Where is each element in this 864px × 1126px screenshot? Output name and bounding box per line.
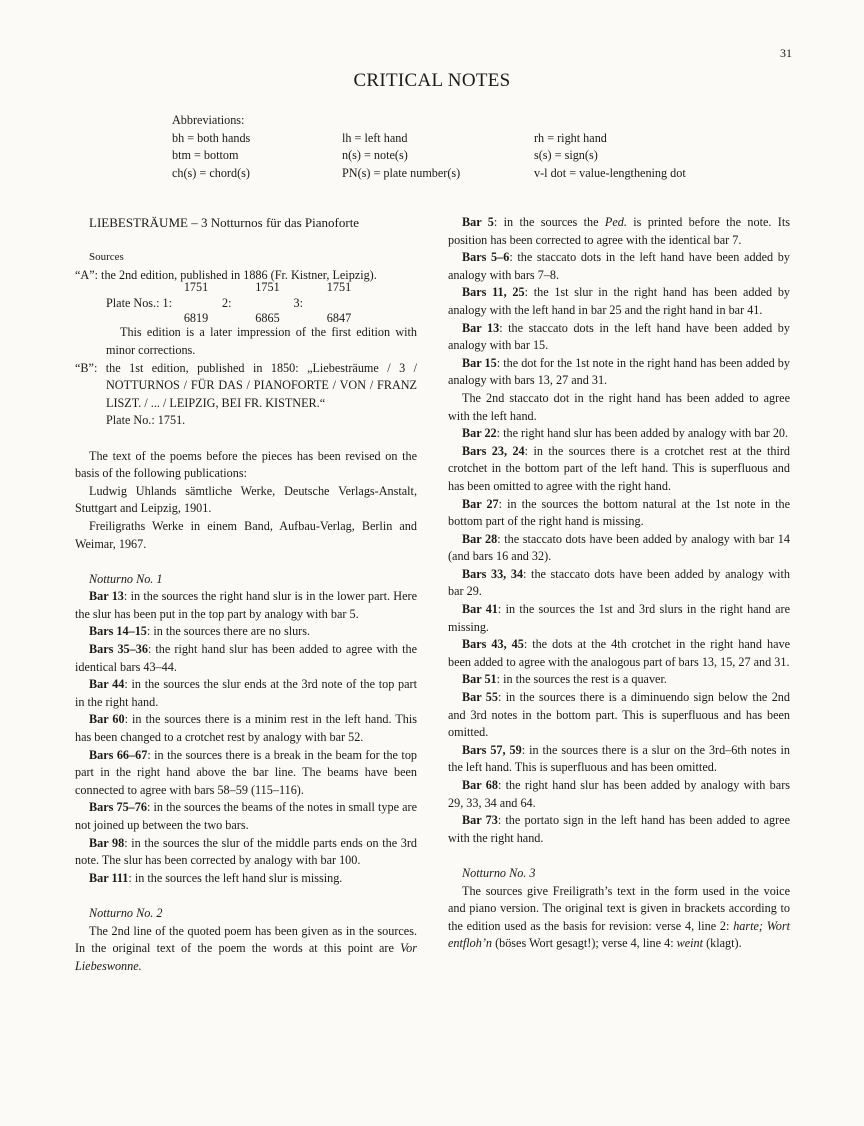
left-column — [75, 214, 417, 975]
note: Bars 35–36: the right hand slur has been added to agree with the identical bars 43–44. — [75, 642, 417, 674]
poems-intro: The text of the poems before the pieces has been revised on the basis of the following publications: — [75, 448, 417, 481]
source-a-note: This edition is a later impression of the first edition with minor corrections. — [106, 325, 417, 357]
note: Bar 15: the dot for the 1st note in the right hand has been added by analogy with bars 13, 27 and 31. — [448, 355, 790, 388]
note: Bars 5–6: the staccato dots in the left hand have been added by analogy with bars 7–8. — [448, 250, 790, 282]
note: Bar 22: the right hand slur has been added by analogy with bar 20. — [462, 426, 789, 441]
note: Bar 73: the portato sign in the left hand has been added to agree with the right hand. — [448, 813, 790, 845]
plate-label: Plate Nos.: 1: — [106, 295, 173, 310]
note: Bars 75–76: in the sources the beams of the notes in small type are not joined up between the two bars. — [75, 800, 418, 832]
abbreviation: rh = right hand — [534, 130, 607, 145]
note: Bars 14–15: in the sources there are no slurs. — [89, 624, 311, 639]
note: Bar 28: the staccato dots have been added by analogy with bar 14 (and bars 16 and 32). — [448, 531, 790, 564]
note: Bar 44: in the sources the slur ends at the 3rd note of the top part in the right hand. — [75, 677, 417, 709]
abbreviation: bh = both hands — [172, 130, 251, 145]
note: Bar 5: in the sources the Ped. is printed before the note. Its position has been corrected to agree with the identical bar 7. — [448, 215, 790, 247]
note: Bar 51: in the sources the rest is a quaver. — [462, 672, 667, 687]
abbreviation-row — [172, 147, 732, 165]
note: Bar 98: in the sources the slur of the middle parts ends on the 3rd note. The slur has been corrected by analogy with bar 100. — [75, 835, 417, 868]
publication: Freiligraths Werke in einem Band, Aufbau-Verlag, Berlin and Weimar, 1967. — [75, 518, 417, 551]
abbreviation: ch(s) = chord(s) — [172, 165, 250, 180]
note: The 2nd staccato dot in the right hand has been added to agree with the left hand. — [448, 390, 790, 423]
abbreviation: v-l dot = value-lengthening dot — [534, 165, 686, 180]
abbreviation: lh = left hand — [342, 130, 408, 145]
section-heading: LIEBESTRÄUME – 3 Notturnos für das Pianoforte — [89, 215, 360, 230]
note: Bar 55: in the sources there is a diminuendo sign below the 2nd and 3rd notes in the bottom part. This is superfluous and has been omitted. — [448, 690, 790, 740]
note: Bar 13: the staccato dots in the left hand have been added by analogy with bar 15. — [448, 320, 790, 353]
publication: Ludwig Uhlands sämtliche Werke, Deutsche Verlags-Anstalt, Stuttgart and Leipzig, 1901. — [75, 483, 417, 516]
plate-numbers: Plate Nos.: 1: 1751 6819 2 : 1751 6865 3 : 1751 6847 — [75, 288, 417, 318]
plate-fraction: 1751 6819 — [183, 280, 209, 326]
notturno-3-heading: Notturno No. 3 — [462, 865, 536, 880]
notturno-3-text: The sources give Freiligrath’s text in the form used in the voice and piano version. The original text is given in brackets according to the edition used as the basis for revision: verse 4, line 2: harte; Wort entfloh’n (böses Wort gesagt!); verse 4, line 4: weint (klagt). — [448, 883, 790, 951]
source-b-plate: Plate No.: 1751. — [106, 413, 186, 428]
right-column — [448, 214, 790, 953]
note: Bars 43, 45: the dots at the 4th crotchet in the right hand have been added to agree with the analogous part of bars 13, 15, 27 and 31. — [448, 637, 791, 669]
source-a: “A”: the 2nd edition, published in 1886 (Fr. Kistner, Leipzig). — [75, 267, 377, 282]
sources-label: Sources — [89, 251, 124, 264]
abbreviation: PN(s) = plate number(s) — [342, 165, 461, 180]
note: Bar 60: in the sources there is a minim rest in the left hand. This has been changed to a crotchet rest by analogy with bar 52. — [75, 712, 417, 745]
note: Bars 23, 24: in the sources there is a crotchet rest at the third crotchet in the bottom part of the left hand. This is superfluous and has been omitted to agree with the right hand. — [448, 443, 791, 493]
abbreviations-block — [172, 112, 732, 182]
abbreviations-heading: Abbreviations: — [172, 113, 245, 127]
abbreviation: s(s) = sign(s) — [534, 148, 598, 162]
plate-fraction: 1751 6847 — [326, 280, 352, 326]
plate-index: 2 — [222, 295, 229, 310]
plate-index: 3 — [293, 295, 300, 310]
note: Bars 57, 59: in the sources there is a slur on the 3rd–6th notes in the left hand. This is superfluous and has been omitted. — [448, 742, 790, 775]
source-b: “B”: the 1st edition, published in 1850: „Liebesträume / 3 / NOTTURNOS / FÜR DAS / PIANOFORTE / VON / FRANZ LISZT. / ... / LEIPZIG, BEI FR. KISTNER.“ — [75, 360, 417, 410]
page-number: 31 — [780, 46, 792, 60]
note: Bar 13: in the sources the right hand slur is in the lower part. Here the slur has been put in the top part by analogy with bar 5. — [75, 589, 417, 621]
plate-fraction: 1751 6865 — [255, 280, 280, 326]
abbreviation-row — [172, 165, 732, 183]
page-title: CRITICAL NOTES — [353, 70, 511, 91]
note: Bar 41: in the sources the 1st and 3rd slurs in the right hand are missing. — [448, 602, 790, 634]
note: Bars 11, 25: the 1st slur in the right hand has been added by analogy with the left hand in bar 25 and the right hand in bar 41. — [448, 285, 791, 317]
notturno-1-heading: Notturno No. 1 — [89, 571, 163, 586]
abbreviation: btm = bottom — [172, 148, 239, 162]
notturno-2-text: The 2nd line of the quoted poem has been given as in the sources. In the original text of the poem the words at this point are Vor Liebeswonne. — [75, 923, 417, 973]
note: Bar 27: in the sources the bottom natural at the 1st note in the bottom part of the right hand is missing. — [448, 496, 791, 529]
note: Bars 66–67: in the sources there is a break in the beam for the top part in the right hand above the bar line. The beams have been connected to agree with bars 58–59 (115–116). — [75, 747, 418, 797]
note: Bar 111: in the sources the left hand slur is missing. — [89, 870, 343, 885]
note: Bars 33, 34: the staccato dots have been added by analogy with bar 29. — [448, 566, 791, 599]
note: Bar 68: the right hand slur has been added by analogy with bars 29, 33, 34 and 64. — [448, 778, 790, 810]
abbreviation: n(s) = note(s) — [342, 148, 408, 162]
notturno-2-heading: Notturno No. 2 — [89, 905, 163, 920]
abbreviation-row — [172, 130, 732, 148]
